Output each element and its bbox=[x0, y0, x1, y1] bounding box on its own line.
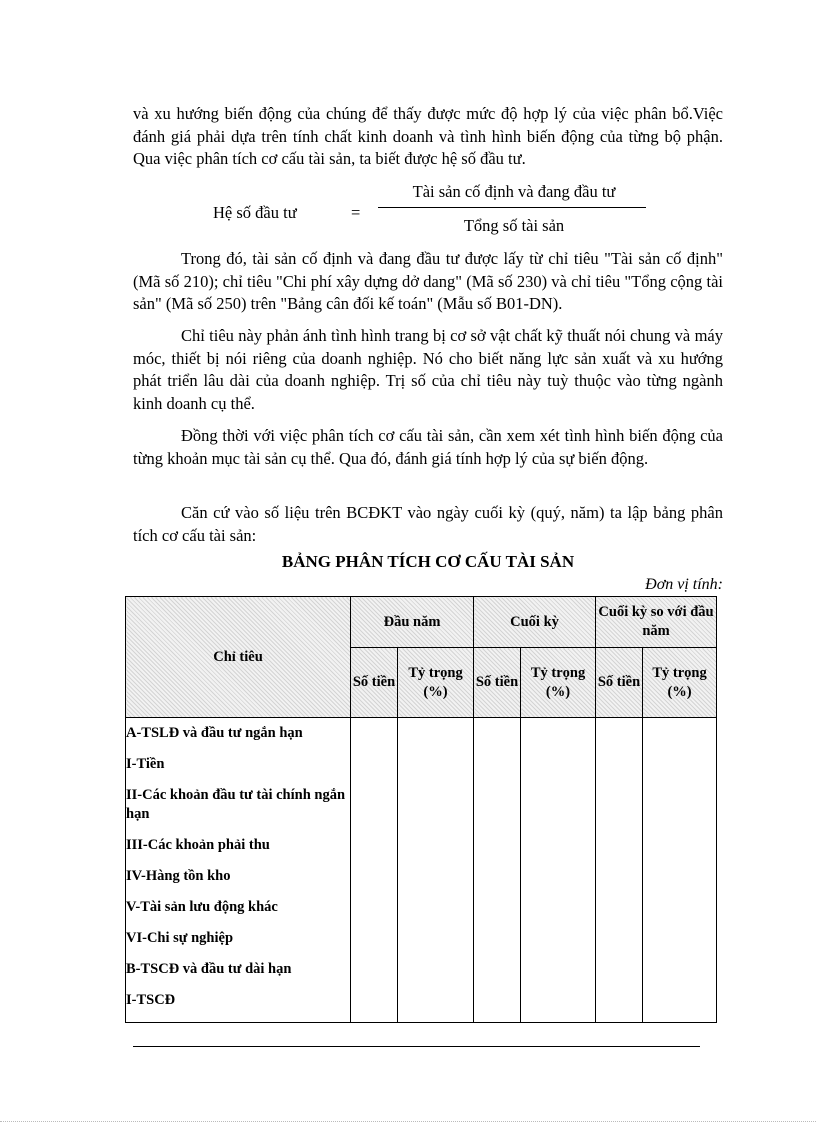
header-ratio: Tỷ trọng (%) bbox=[643, 648, 717, 718]
table-row-label: B-TSCĐ và đầu tư dài hạn bbox=[126, 961, 292, 977]
table-row-label: III-Các khoản phải thu bbox=[126, 837, 270, 853]
empty-cell bbox=[596, 718, 643, 1023]
formula-denominator: Tổng số tài sản bbox=[463, 216, 565, 235]
empty-cell bbox=[351, 718, 398, 1023]
header-end-period: Cuối kỳ bbox=[474, 597, 596, 648]
paragraph-meaning: Chỉ tiêu này phản ánh tình hình trang bị cơ sở vật chất kỹ thuất nói chung và máy móc, thiết bị nói riêng của doanh nghiệp. Nó cho biết năng lực sản xuất và xu hướng phát triển lâu dài của doanh nghiệp. Trị số của chỉ tiêu này tuỳ thuộc vào từng ngành kinh doanh cụ thể. bbox=[133, 326, 723, 413]
table-row-label: IV-Hàng tồn kho bbox=[126, 868, 231, 884]
paragraph-basis: Căn cứ vào số liệu trên BCĐKT vào ngày cuối kỳ (quý, năm) ta lập bảng phân tích cơ cấu tài sản: bbox=[133, 503, 723, 545]
header-begin-year: Đầu năm bbox=[351, 597, 474, 648]
paragraph-definition: Trong đó, tài sản cố định và đang đầu tư được lấy từ chỉ tiêu "Tài sản cố định" (Mã số 210); chỉ tiêu "Chi phí xây dựng dở dang" (Mã số 230) và chỉ tiêu "Tổng cộng tài sản" (Mã số 250) trên "Bảng cân đối kế toán" (Mẫu số B01-DN). bbox=[133, 249, 723, 313]
footer-divider bbox=[133, 1046, 700, 1047]
indicator-column bbox=[126, 718, 351, 1023]
header-ratio: Tỷ trọng (%) bbox=[398, 648, 474, 718]
formula-equals: = bbox=[351, 203, 361, 222]
header-amount: Số tiền bbox=[596, 648, 643, 718]
empty-cell bbox=[398, 718, 474, 1023]
paragraph-variation: Đồng thời với việc phân tích cơ cấu tài sản, cần xem xét tình hình biến động của từng khoản mục tài sản cụ thể. Qua đó, đánh giá tính hợp lý của sự biến động. bbox=[133, 426, 723, 468]
table-row-label: I-Tiền bbox=[126, 756, 165, 772]
unit-label: Đơn vị tính: bbox=[645, 576, 723, 593]
empty-cell bbox=[643, 718, 717, 1023]
paragraph-intro: và xu hướng biến động của chúng để thấy được mức độ hợp lý của việc phân bổ.Việc đánh giá phải dựa trên tính chất kinh doanh và tình hình biến động của từng bộ phận. Qua việc phân tích cơ cấu tài sản, ta biết được hệ số đầu tư. bbox=[133, 104, 723, 168]
header-comparison: Cuối kỳ so với đầu năm bbox=[596, 597, 717, 648]
header-amount: Số tiền bbox=[474, 648, 521, 718]
asset-structure-table bbox=[125, 596, 717, 1023]
formula-numerator: Tài sản cố định và đang đầu tư bbox=[412, 182, 616, 201]
header-amount: Số tiền bbox=[351, 648, 398, 718]
formula-label: Hệ số đầu tư bbox=[213, 203, 297, 222]
table-row-label: V-Tài sản lưu động khác bbox=[126, 899, 278, 915]
fraction-bar bbox=[378, 207, 646, 208]
table-row-label: A-TSLĐ và đầu tư ngắn hạn bbox=[126, 725, 303, 741]
header-indicator: Chỉ tiêu bbox=[126, 597, 351, 718]
investment-ratio-formula bbox=[133, 180, 723, 240]
page-edge-dots bbox=[0, 1121, 816, 1122]
empty-cell bbox=[521, 718, 596, 1023]
empty-cell bbox=[474, 718, 521, 1023]
table-row-label: I-TSCĐ bbox=[126, 992, 176, 1008]
table-row-label: VI-Chi sự nghiệp bbox=[126, 930, 234, 946]
table-row-label: II-Các khoản đầu tư tài chính ngắn hạn bbox=[126, 787, 346, 822]
header-ratio: Tỷ trọng (%) bbox=[521, 648, 596, 718]
table-title: BẢNG PHÂN TÍCH CƠ CẤU TÀI SẢN bbox=[281, 552, 575, 571]
